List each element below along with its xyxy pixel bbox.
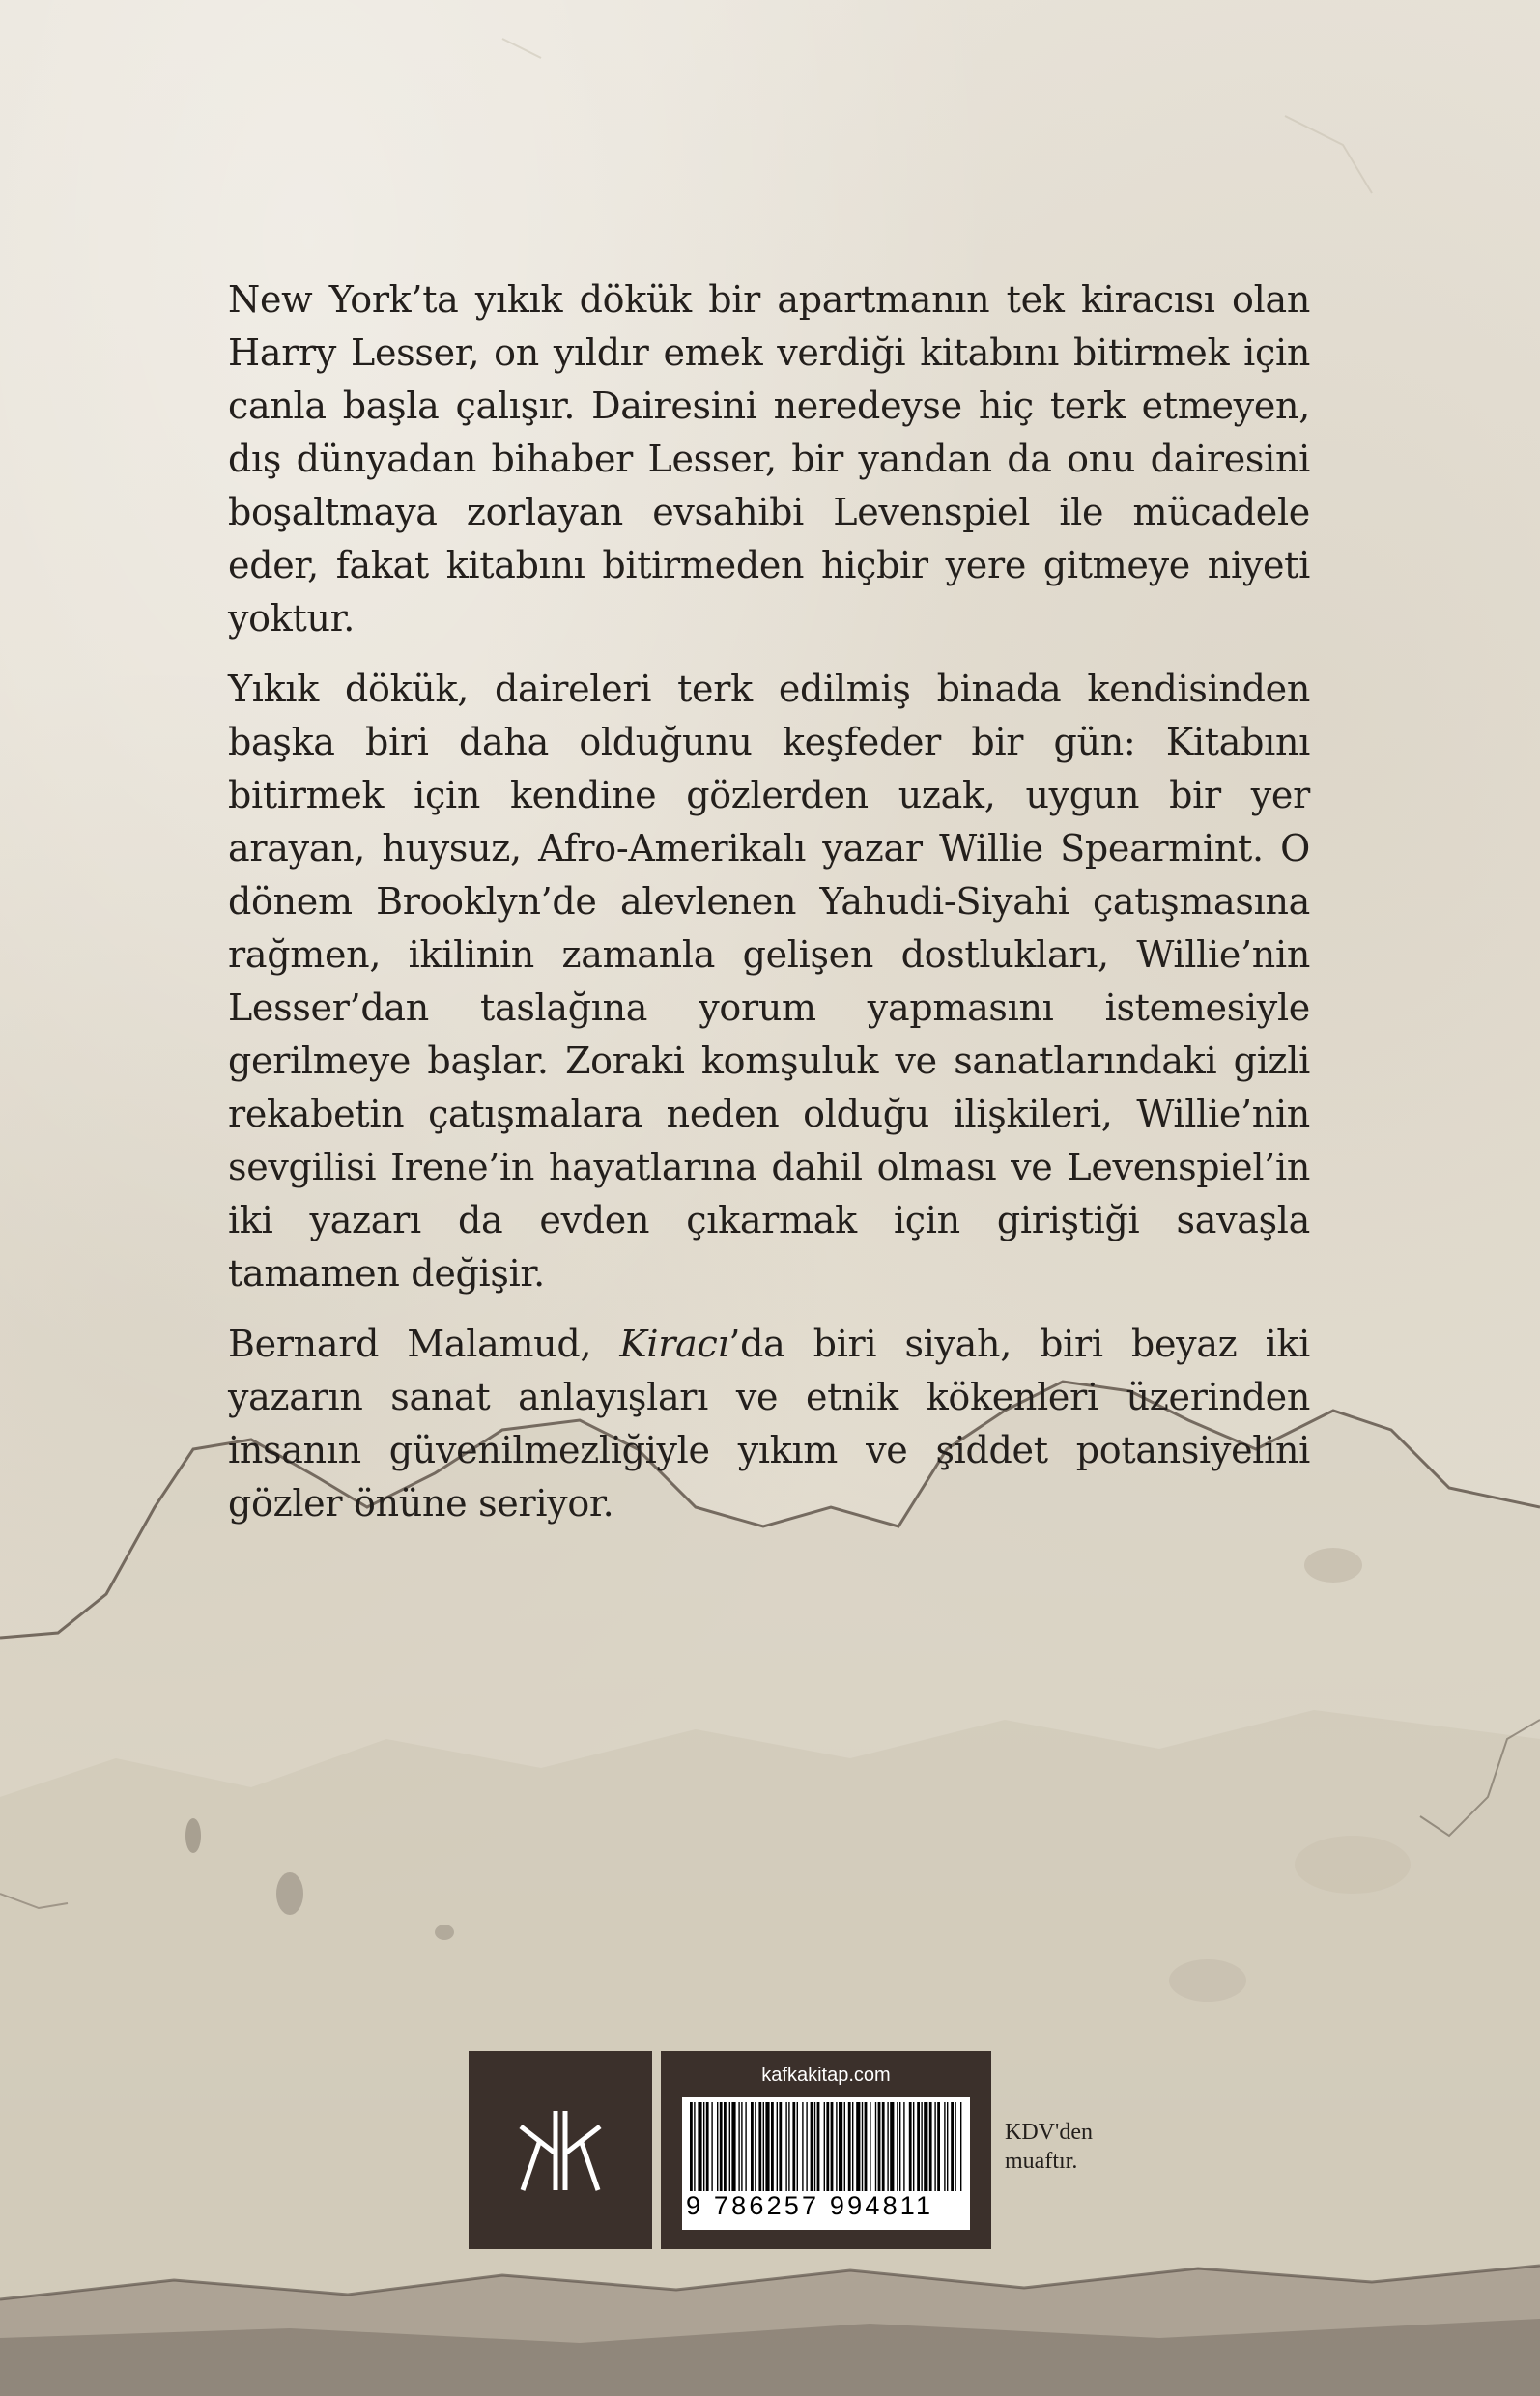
barcode-bar — [917, 2102, 920, 2191]
barcode-bar — [814, 2102, 815, 2191]
book-title: Kiracı — [619, 1323, 729, 1365]
barcode-bar — [785, 2102, 786, 2191]
barcode-bar — [944, 2102, 945, 2191]
barcode-bar — [921, 2102, 922, 2191]
barcode-bar — [717, 2102, 718, 2191]
barcode-bar — [824, 2102, 825, 2191]
barcode-bar — [951, 2102, 954, 2191]
barcode-bar — [929, 2102, 932, 2191]
barcode-bar — [887, 2102, 888, 2191]
barcode-bar — [817, 2102, 820, 2191]
barcode-bar — [706, 2102, 709, 2191]
barcode-bar — [703, 2102, 704, 2191]
barcode-bar — [738, 2102, 739, 2191]
barcode-bar — [720, 2102, 723, 2191]
barcode-bar — [711, 2102, 712, 2191]
barcode-bar — [924, 2102, 927, 2191]
barcode-bar — [690, 2102, 693, 2191]
barcode-bar — [960, 2102, 961, 2191]
barcode-bar — [765, 2102, 769, 2191]
barcode-bar — [934, 2102, 935, 2191]
barcode-bar — [836, 2102, 837, 2191]
barcode-bar — [771, 2102, 774, 2191]
barcode-bar — [758, 2102, 761, 2191]
barcode-bar — [724, 2102, 727, 2191]
barcode-bar — [741, 2102, 742, 2191]
barcode-bars — [688, 2102, 964, 2191]
blurb-paragraph-2: Yıkık dökük, daireleri terk edilmiş binada kendisinden başka biri daha olduğunu keşfeder bir gün: Kitabını bitirmek için kendine gözlerden uzak, uygun bir yer arayan, huysuz, Afro-Amerikalı yazar Willie Spearmint. O dönem Brooklyn’de alevlenen Yahudi-Siyahi çatışmasına rağmen, ikilinin zamanla gelişen dostlukları, Willie’nin Lesser’dan taslağına yorum yapmasını istemesiyle gerilmeye başlar. Zoraki komşuluk ve sanatlarındaki gizli rekabetin çatışmalara neden olduğu ilişkileri, Willie’nin sevgilisi Irene’in hayatlarına dahil olması ve Levenspiel’in iki yazarı da evden çıkarmak için giriştiği savaşla tamamen değişir. — [228, 668, 1310, 1295]
barcode-bar — [751, 2102, 754, 2191]
barcode-bar — [745, 2102, 746, 2191]
barcode-bar — [694, 2102, 695, 2191]
barcode-bar — [862, 2102, 863, 2191]
barcode-bar — [806, 2102, 807, 2191]
blurb-paragraph-1: New York’ta yıkık dökük bir apartmanın tek kiracısı olan Harry Lesser, on yıldır emek verdiği kitabını bitirmek için canla başla çalışır. Dairesini neredeyse hiç terk etmeyen, dış dünyadan bihaber Lesser, bir yandan da onu dairesini boşaltmaya zorlayan evsahibi Levenspiel ile mücadele eder, fakat kitabını bitirmeden hiçbir yere gitmeye niyeti yoktur. — [228, 278, 1310, 640]
barcode-bar — [897, 2102, 898, 2191]
barcode-bar — [882, 2102, 885, 2191]
barcode-bar — [890, 2102, 894, 2191]
barcode-bar — [839, 2102, 842, 2191]
barcode-bar — [899, 2102, 900, 2191]
barcode-bar — [844, 2102, 845, 2191]
barcode-bar — [852, 2102, 853, 2191]
barcode-bar — [826, 2102, 829, 2191]
barcode-bar — [856, 2102, 860, 2191]
barcode-bar — [865, 2102, 868, 2191]
barcode-bar — [811, 2102, 813, 2191]
barcode-bar — [913, 2102, 914, 2191]
barcode-bar — [763, 2102, 764, 2191]
publisher-website[interactable]: kafkakitap.com — [761, 2065, 891, 2086]
barcode-bar — [875, 2102, 876, 2191]
barcode-bar — [788, 2102, 789, 2191]
barcode-bar — [878, 2102, 881, 2191]
kk-monogram-icon — [507, 2097, 613, 2204]
tax-note-line-2: muaftır. — [1005, 2149, 1078, 2174]
barcode-panel — [661, 2051, 991, 2249]
barcode-bar — [797, 2102, 798, 2191]
barcode-bar — [755, 2102, 756, 2191]
blurb-p3-start: Bernard Malamud, — [228, 1323, 620, 1365]
barcode-bar — [792, 2102, 795, 2191]
barcode-bar — [729, 2102, 730, 2191]
barcode-bar — [731, 2102, 735, 2191]
barcode-bar — [848, 2102, 851, 2191]
barcode-bar — [831, 2102, 834, 2191]
tax-note-line-1: KDV'den — [1005, 2120, 1093, 2145]
barcode-bar — [777, 2102, 778, 2191]
barcode-bar — [779, 2102, 782, 2191]
barcode-bar — [909, 2102, 912, 2191]
blurb-p3-end: ’da biri siyah, biri beyaz iki yazarın sanat anlayışları ve etnik kökenleri üzerinden insanın güvenilmezliğiyle yıkım ve şiddet potansiyelini gözler önüne seriyor. — [228, 1323, 1310, 1525]
barcode-bar — [698, 2102, 701, 2191]
tax-exempt-note — [1005, 2118, 1093, 2176]
barcode-bar — [937, 2102, 940, 2191]
blurb-paragraph-3 — [228, 1318, 1310, 1530]
publisher-logo — [469, 2051, 652, 2249]
barcode-bar — [903, 2102, 904, 2191]
isbn-barcode — [682, 2096, 970, 2230]
isbn-number: 9 786257 994811 — [686, 2191, 934, 2220]
barcode-bar — [947, 2102, 948, 2191]
barcode-bar — [802, 2102, 803, 2191]
blurb-text — [228, 273, 1310, 1548]
